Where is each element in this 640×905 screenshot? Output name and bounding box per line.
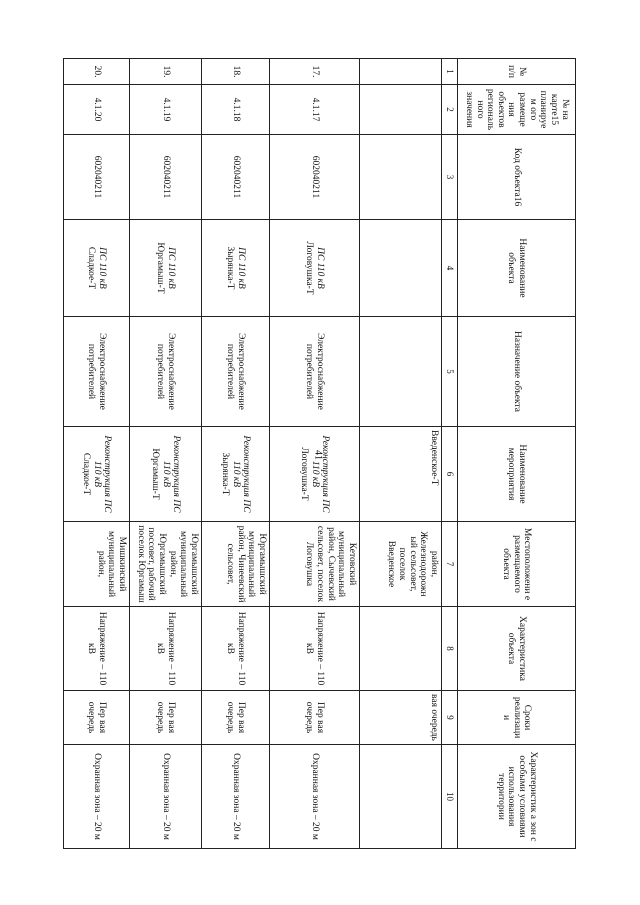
object-code: 602040211 xyxy=(270,135,360,220)
page-number: 41 xyxy=(312,450,324,460)
row-number: 17. xyxy=(270,59,360,85)
object-purpose: Электроснабжение потребителей xyxy=(130,317,202,427)
object-name-italic: ПС 110 кВ xyxy=(236,247,247,289)
measure-name xyxy=(270,427,360,522)
table-row xyxy=(202,59,270,849)
object-name-plain: Юргамыш-Т xyxy=(155,242,166,294)
object-name xyxy=(64,220,130,317)
object-location: Юргамышский муниципальный район, Чинеевский сельсовет, xyxy=(202,522,270,607)
protection-zone: Охранная зона – 20 м xyxy=(202,745,270,849)
empty-cell xyxy=(360,220,442,317)
object-name xyxy=(270,220,360,317)
empty-cell xyxy=(360,59,442,85)
row-number: 19. xyxy=(130,59,202,85)
column-number: 9 xyxy=(442,691,458,745)
row-number: 18. xyxy=(202,59,270,85)
implementation-term: Пер вая очередь xyxy=(130,691,202,745)
object-purpose: Электроснабжение потребителей xyxy=(202,317,270,427)
implementation-term: Пер вая очередь xyxy=(64,691,130,745)
map-number: 4.1.19 xyxy=(130,85,202,135)
object-name xyxy=(130,220,202,317)
object-name-italic: ПС 110 кВ xyxy=(315,247,326,289)
measure-name-italic: Реконструкция ПС 110 кВ xyxy=(160,435,182,513)
measure-name-plain: Логовушка-Т xyxy=(299,447,310,501)
header-cell: Наименование мероприятия xyxy=(458,427,576,522)
protection-zone: Охранная зона – 20 м xyxy=(64,745,130,849)
column-number: 3 xyxy=(442,135,458,220)
measure-name xyxy=(130,427,202,522)
protection-zone: Охранная зона – 20 м xyxy=(130,745,202,849)
measure-name-italic: Реконструкция ПС 110 кВ xyxy=(91,435,113,513)
object-name-italic: ПС 110 кВ xyxy=(166,247,177,289)
object-name-plain: Зырянка-Т xyxy=(225,246,236,290)
measure-name-italic: Реконструкция ПС 110 кВ xyxy=(309,435,331,513)
column-number: 1 xyxy=(442,59,458,85)
objects-table xyxy=(63,58,576,849)
rotated-page xyxy=(64,58,576,848)
object-name-plain: Сладкое-Т xyxy=(86,246,97,290)
object-code: 602040211 xyxy=(202,135,270,220)
object-purpose: Электроснабжение потребителей xyxy=(270,317,360,427)
implementation-term: Пер вая очередь xyxy=(202,691,270,745)
header-cell: Характеристика объекта xyxy=(458,607,576,691)
column-number: 2 xyxy=(442,85,458,135)
object-location: Мишкинский муниципальный район, xyxy=(64,522,130,607)
table-row xyxy=(64,59,130,849)
empty-cell xyxy=(360,135,442,220)
header-cell: Сроки реализаци и xyxy=(458,691,576,745)
empty-cell xyxy=(360,607,442,691)
empty-cell xyxy=(360,85,442,135)
object-characteristic: Напряжение – 110 кВ xyxy=(202,607,270,691)
object-characteristic: Напряжение – 110 кВ xyxy=(64,607,130,691)
header-cell: Местоположени е размещаемого объекта xyxy=(458,522,576,607)
measure-name-plain: Зырянка-Т xyxy=(220,452,231,496)
object-code: 602040211 xyxy=(130,135,202,220)
location-cell: район, Железнодорожн ый сельсовет, поселок Введенское xyxy=(360,522,442,607)
header-cell: № на карте15 планируем ого размеще ния объектов региональ ного значения xyxy=(458,85,576,135)
object-purpose: Электроснабжение потребителей xyxy=(64,317,130,427)
object-code: 602040211 xyxy=(64,135,130,220)
measure-name-plain: Юргамыш-Т xyxy=(150,448,161,500)
measure-name xyxy=(64,427,130,522)
column-number: 8 xyxy=(442,607,458,691)
object-location: Кетовский муниципальный район, Сычевский сельсовет, поселок Логовушка xyxy=(270,522,360,607)
header-cell: Характеристик а зон с особыми условиями использования территории xyxy=(458,745,576,849)
header-cell: № п/п xyxy=(458,59,576,85)
header-cell: Наименование объекта xyxy=(458,220,576,317)
column-number: 10 xyxy=(442,745,458,849)
object-name-plain: Логовушка-Т xyxy=(304,241,315,295)
object-location: Юргамышский муниципальный район, Юргамышский поссовет, рабочий поселок Юргамыш xyxy=(130,522,202,607)
map-number: 4.1.18 xyxy=(202,85,270,135)
empty-cell xyxy=(360,745,442,849)
header-row xyxy=(458,59,576,849)
object-name-italic: ПС 110 кВ xyxy=(97,247,108,289)
implementation-term: Пер вая очередь xyxy=(270,691,360,745)
continuation-row xyxy=(360,59,442,849)
measure-name-plain: Сладкое-Т xyxy=(81,452,92,496)
row-number: 20. xyxy=(64,59,130,85)
object-name xyxy=(202,220,270,317)
map-number: 4.1.17 xyxy=(270,85,360,135)
column-number: 7 xyxy=(442,522,458,607)
map-number: 4.1.20 xyxy=(64,85,130,135)
column-number: 5 xyxy=(442,317,458,427)
column-number: 4 xyxy=(442,220,458,317)
table-row xyxy=(270,59,360,849)
protection-zone: Охранная зона – 20 м xyxy=(270,745,360,849)
column-number: 6 xyxy=(442,427,458,522)
object-characteristic: Напряжение – 110 кВ xyxy=(130,607,202,691)
measure-cell: Введенское-Т xyxy=(360,427,442,522)
header-cell: Код объекта16 xyxy=(458,135,576,220)
table-row xyxy=(130,59,202,849)
measure-name-italic: Реконструкция ПС 110 кВ xyxy=(230,435,252,513)
object-characteristic: Напряжение – 110 кВ xyxy=(270,607,360,691)
term-cell: вая очередь xyxy=(360,691,442,745)
empty-cell xyxy=(360,317,442,427)
header-cell: Назначение объекта xyxy=(458,317,576,427)
measure-name xyxy=(202,427,270,522)
column-number-row xyxy=(442,59,458,849)
